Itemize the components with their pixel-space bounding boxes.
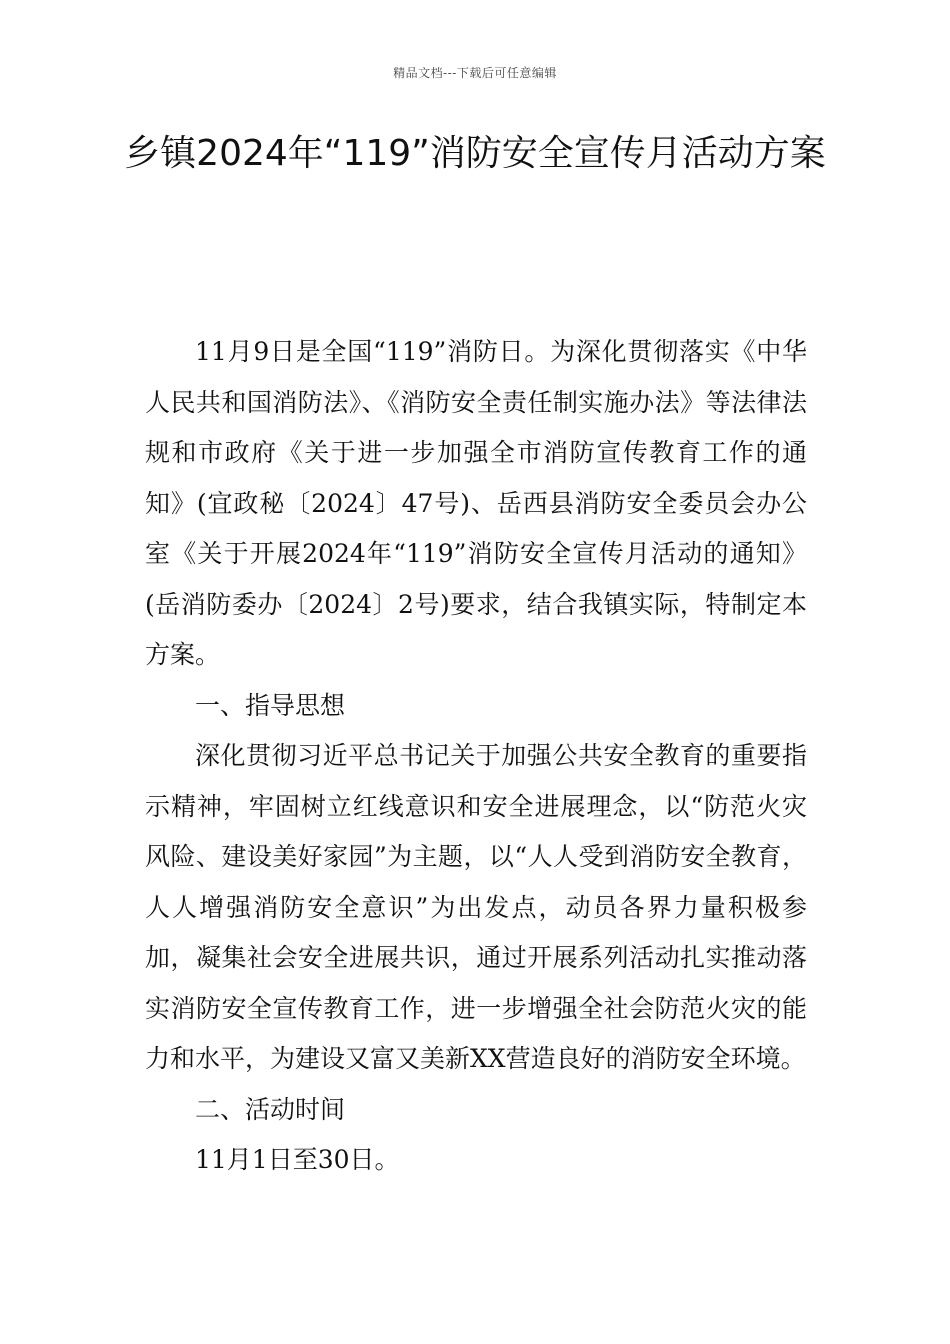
section-heading-activity-time: 二、活动时间 <box>195 1094 346 1124</box>
guiding-thought-paragraph: 深化贯彻习近平总书记关于加强公共安全教育的重要指示精神，牢固树立红线意识和安全进展理念，以“防范火灾风险、建设美好家园”为主题，以“人人受到消防安全教育，人人增强消防安全意识”为出发点，动员各界力量积极参加，凝集社会安全进展共识，通过开展系列活动扎实推动落实消防安全宣传教育工作，进一步增强全社会防范火灾的能力和水平，为建设又富又美新XX营造良好的消防安全环境。 <box>145 741 807 1073</box>
header-note: 精品文档---下载后可任意编辑 <box>393 66 557 80</box>
section-heading-guiding-thought: 一、指导思想 <box>195 690 346 720</box>
document-body <box>145 327 807 1186</box>
activity-time-paragraph: 11月1日至30日。 <box>195 1145 400 1174</box>
intro-paragraph: 11月9日是全国“119”消防日。为深化贯彻落实《中华人民共和国消防法》、《消防安全责任制实施办法》等法律法规和市政府《关于进一步加强全市消防宣传教育工作的通知》(宜政秘〔2024〕47号)、岳西县消防安全委员会办公室《关于开展2024年“119”消防安全宣传月活动的通知》(岳消防委办〔2024〕2号)要求，结合我镇实际，特制定本方案。 <box>145 337 807 669</box>
document-title: 乡镇2024年“119”消防安全宣传月活动方案 <box>124 133 826 174</box>
